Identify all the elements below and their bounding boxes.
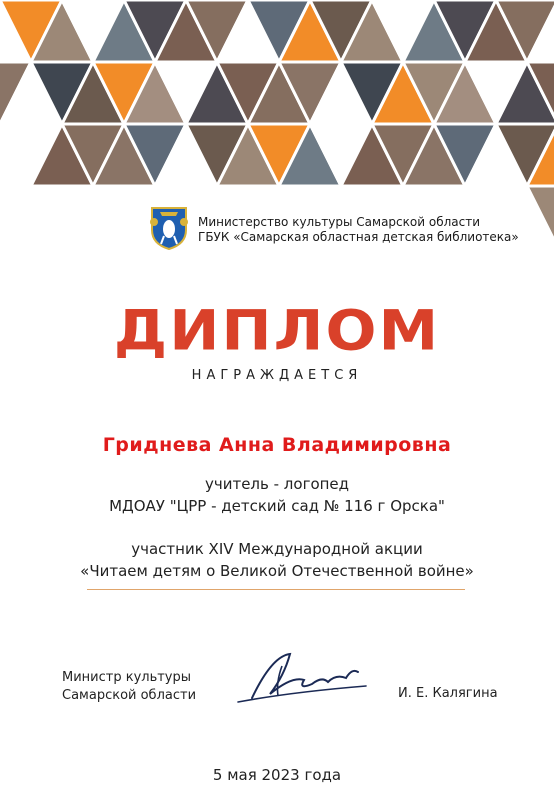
minister-line-2: Самарской области (62, 688, 197, 703)
recipient-position: учитель - логопед (204, 475, 350, 493)
recipient-name: Гриднева Анна Владимировна (102, 434, 452, 456)
diploma-subtitle: НАГРАЖДАЕТСЯ (191, 368, 363, 383)
divider-rule (87, 589, 465, 590)
minister-title (62, 669, 196, 705)
coat-of-arms-icon (146, 202, 192, 250)
org-library: ГБУК «Самарская областная детская библиотека» (198, 230, 519, 244)
photo-triangle (527, 186, 554, 248)
org-ministry: Министерство культуры Самарской области (198, 215, 480, 229)
signer-name: И. Е. Калягина (398, 686, 498, 701)
recipient-institution: МДОАУ "ЦРР - детский сад № 116 г Орска" (109, 497, 445, 515)
minister-line-1: Министр культуры (62, 670, 192, 685)
issue-date: 5 мая 2023 года (212, 766, 342, 784)
diploma-title: ДИПЛОМ (113, 298, 441, 364)
organization-block (198, 215, 518, 245)
participation-line-1: участник XIV Международной акции (131, 540, 423, 558)
participation-line-2: «Читаем детям о Великой Отечественной войне» (80, 562, 474, 580)
signature-icon (232, 646, 372, 706)
